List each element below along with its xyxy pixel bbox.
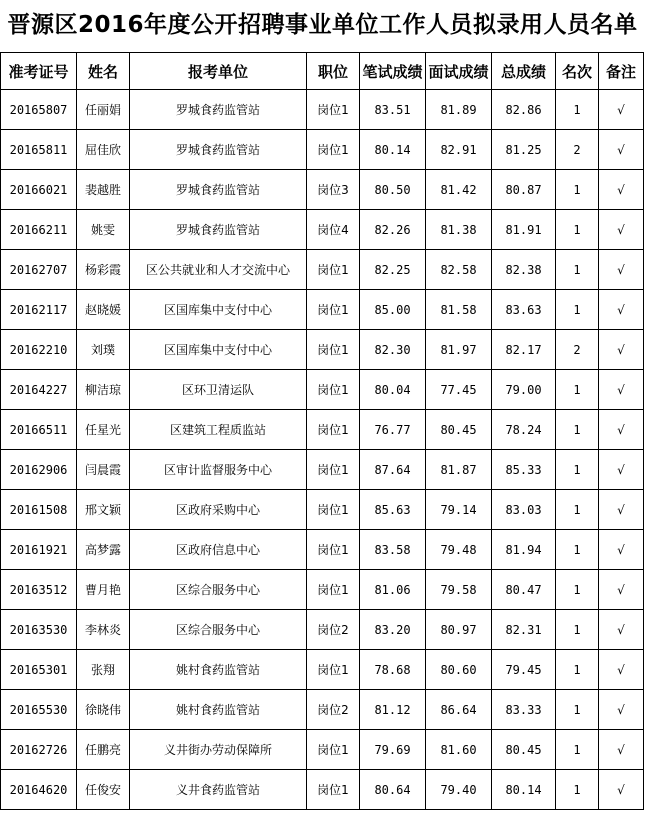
cell-written-score: 87.64: [360, 450, 426, 490]
cell-interview-score: 80.60: [426, 650, 492, 690]
header-total-score: 总成绩: [492, 53, 556, 90]
cell-written-score: 80.14: [360, 130, 426, 170]
cell-interview-score: 80.97: [426, 610, 492, 650]
cell-unit: 区国库集中支付中心: [130, 330, 307, 370]
cell-exam-id: 20162906: [1, 450, 77, 490]
cell-rank: 1: [556, 90, 599, 130]
cell-interview-score: 81.87: [426, 450, 492, 490]
cell-total-score: 80.14: [492, 770, 556, 810]
table-row: [1, 530, 644, 570]
cell-interview-score: 86.64: [426, 690, 492, 730]
cell-written-score: 85.63: [360, 490, 426, 530]
table-row: [1, 730, 644, 770]
cell-note: √: [599, 90, 644, 130]
cell-unit: 罗城食药监管站: [130, 170, 307, 210]
cell-rank: 1: [556, 770, 599, 810]
cell-written-score: 80.64: [360, 770, 426, 810]
cell-position: 岗位1: [307, 730, 360, 770]
cell-written-score: 80.04: [360, 370, 426, 410]
cell-unit: 区建筑工程质监站: [130, 410, 307, 450]
cell-name: 任俊安: [77, 770, 130, 810]
cell-rank: 2: [556, 330, 599, 370]
cell-position: 岗位1: [307, 490, 360, 530]
cell-total-score: 80.45: [492, 730, 556, 770]
header-name: 姓名: [77, 53, 130, 90]
cell-unit: 姚村食药监管站: [130, 690, 307, 730]
cell-note: √: [599, 210, 644, 250]
cell-unit: 姚村食药监管站: [130, 650, 307, 690]
cell-written-score: 83.58: [360, 530, 426, 570]
table-row: [1, 650, 644, 690]
cell-note: √: [599, 610, 644, 650]
cell-name: 任丽娟: [77, 90, 130, 130]
table-row: [1, 210, 644, 250]
cell-note: √: [599, 290, 644, 330]
cell-position: 岗位1: [307, 410, 360, 450]
table-row: [1, 330, 644, 370]
cell-interview-score: 81.38: [426, 210, 492, 250]
cell-unit: 罗城食药监管站: [130, 210, 307, 250]
table-row: [1, 290, 644, 330]
cell-exam-id: 20165811: [1, 130, 77, 170]
cell-interview-score: 79.14: [426, 490, 492, 530]
cell-position: 岗位1: [307, 250, 360, 290]
cell-interview-score: 81.58: [426, 290, 492, 330]
cell-note: √: [599, 570, 644, 610]
cell-position: 岗位1: [307, 90, 360, 130]
cell-interview-score: 81.89: [426, 90, 492, 130]
cell-note: √: [599, 410, 644, 450]
cell-interview-score: 79.40: [426, 770, 492, 810]
cell-interview-score: 80.45: [426, 410, 492, 450]
cell-position: 岗位1: [307, 130, 360, 170]
cell-written-score: 82.30: [360, 330, 426, 370]
cell-rank: 1: [556, 610, 599, 650]
cell-name: 刘璞: [77, 330, 130, 370]
cell-exam-id: 20164620: [1, 770, 77, 810]
cell-rank: 1: [556, 250, 599, 290]
cell-total-score: 83.33: [492, 690, 556, 730]
cell-name: 任星光: [77, 410, 130, 450]
cell-total-score: 83.63: [492, 290, 556, 330]
cell-unit: 罗城食药监管站: [130, 130, 307, 170]
cell-name: 张翔: [77, 650, 130, 690]
cell-total-score: 82.38: [492, 250, 556, 290]
table-body: [1, 90, 644, 810]
cell-unit: 义井街办劳动保障所: [130, 730, 307, 770]
cell-rank: 1: [556, 690, 599, 730]
cell-unit: 罗城食药监管站: [130, 90, 307, 130]
table-row: [1, 570, 644, 610]
cell-note: √: [599, 250, 644, 290]
cell-exam-id: 20162707: [1, 250, 77, 290]
cell-total-score: 82.17: [492, 330, 556, 370]
cell-position: 岗位1: [307, 330, 360, 370]
cell-name: 高梦露: [77, 530, 130, 570]
cell-rank: 1: [556, 450, 599, 490]
cell-total-score: 81.25: [492, 130, 556, 170]
cell-name: 闫晨霞: [77, 450, 130, 490]
cell-name: 徐晓伟: [77, 690, 130, 730]
table-row: [1, 770, 644, 810]
cell-written-score: 80.50: [360, 170, 426, 210]
cell-name: 裴越胜: [77, 170, 130, 210]
cell-exam-id: 20163512: [1, 570, 77, 610]
cell-position: 岗位1: [307, 290, 360, 330]
cell-total-score: 78.24: [492, 410, 556, 450]
cell-name: 赵晓媛: [77, 290, 130, 330]
cell-written-score: 79.69: [360, 730, 426, 770]
cell-exam-id: 20162726: [1, 730, 77, 770]
cell-interview-score: 77.45: [426, 370, 492, 410]
cell-note: √: [599, 490, 644, 530]
cell-note: √: [599, 450, 644, 490]
cell-unit: 区国库集中支付中心: [130, 290, 307, 330]
cell-position: 岗位2: [307, 690, 360, 730]
cell-written-score: 81.06: [360, 570, 426, 610]
cell-unit: 区审计监督服务中心: [130, 450, 307, 490]
cell-exam-id: 20166021: [1, 170, 77, 210]
cell-position: 岗位1: [307, 370, 360, 410]
cell-written-score: 81.12: [360, 690, 426, 730]
cell-written-score: 78.68: [360, 650, 426, 690]
cell-total-score: 79.00: [492, 370, 556, 410]
cell-total-score: 82.31: [492, 610, 556, 650]
cell-name: 屈佳欣: [77, 130, 130, 170]
cell-exam-id: 20161921: [1, 530, 77, 570]
header-note: 备注: [599, 53, 644, 90]
cell-rank: 1: [556, 370, 599, 410]
cell-total-score: 83.03: [492, 490, 556, 530]
cell-exam-id: 20164227: [1, 370, 77, 410]
cell-position: 岗位1: [307, 650, 360, 690]
cell-name: 任鹏亮: [77, 730, 130, 770]
page-title: 晋源区2016年度公开招聘事业单位工作人员拟录用人员名单: [7, 12, 638, 38]
cell-name: 李林炎: [77, 610, 130, 650]
cell-position: 岗位1: [307, 770, 360, 810]
cell-unit: 区政府采购中心: [130, 490, 307, 530]
cell-exam-id: 20161508: [1, 490, 77, 530]
cell-note: √: [599, 330, 644, 370]
cell-note: √: [599, 130, 644, 170]
cell-note: √: [599, 370, 644, 410]
table-row: [1, 450, 644, 490]
cell-rank: 1: [556, 290, 599, 330]
cell-rank: 2: [556, 130, 599, 170]
cell-written-score: 82.26: [360, 210, 426, 250]
header-position: 职位: [307, 53, 360, 90]
cell-note: √: [599, 730, 644, 770]
cell-rank: 1: [556, 650, 599, 690]
cell-interview-score: 82.91: [426, 130, 492, 170]
cell-name: 姚雯: [77, 210, 130, 250]
cell-written-score: 83.20: [360, 610, 426, 650]
cell-name: 邢文颖: [77, 490, 130, 530]
cell-total-score: 81.94: [492, 530, 556, 570]
cell-rank: 1: [556, 570, 599, 610]
cell-written-score: 76.77: [360, 410, 426, 450]
cell-unit: 义井食药监管站: [130, 770, 307, 810]
table-row: [1, 610, 644, 650]
cell-exam-id: 20165301: [1, 650, 77, 690]
cell-interview-score: 81.60: [426, 730, 492, 770]
cell-note: √: [599, 650, 644, 690]
cell-position: 岗位1: [307, 530, 360, 570]
table-row: [1, 90, 644, 130]
cell-rank: 1: [556, 170, 599, 210]
table-row: [1, 370, 644, 410]
cell-position: 岗位3: [307, 170, 360, 210]
cell-exam-id: 20162210: [1, 330, 77, 370]
cell-written-score: 83.51: [360, 90, 426, 130]
table-row: [1, 130, 644, 170]
cell-name: 曹月艳: [77, 570, 130, 610]
cell-rank: 1: [556, 530, 599, 570]
cell-total-score: 81.91: [492, 210, 556, 250]
cell-interview-score: 81.97: [426, 330, 492, 370]
cell-position: 岗位1: [307, 570, 360, 610]
cell-interview-score: 79.58: [426, 570, 492, 610]
cell-interview-score: 82.58: [426, 250, 492, 290]
cell-exam-id: 20166511: [1, 410, 77, 450]
cell-unit: 区综合服务中心: [130, 610, 307, 650]
cell-unit: 区综合服务中心: [130, 570, 307, 610]
cell-total-score: 80.87: [492, 170, 556, 210]
header-written-score: 笔试成绩: [360, 53, 426, 90]
header-rank: 名次: [556, 53, 599, 90]
cell-exam-id: 20166211: [1, 210, 77, 250]
cell-rank: 1: [556, 210, 599, 250]
table-row: [1, 250, 644, 290]
cell-unit: 区公共就业和人才交流中心: [130, 250, 307, 290]
cell-written-score: 85.00: [360, 290, 426, 330]
table-row: [1, 410, 644, 450]
cell-total-score: 80.47: [492, 570, 556, 610]
header-exam-id: 准考证号: [1, 53, 77, 90]
cell-note: √: [599, 170, 644, 210]
cell-total-score: 85.33: [492, 450, 556, 490]
cell-rank: 1: [556, 730, 599, 770]
cell-rank: 1: [556, 490, 599, 530]
header-row: [1, 53, 644, 90]
table-row: [1, 690, 644, 730]
cell-position: 岗位1: [307, 450, 360, 490]
cell-written-score: 82.25: [360, 250, 426, 290]
header-interview-score: 面试成绩: [426, 53, 492, 90]
cell-interview-score: 79.48: [426, 530, 492, 570]
cell-position: 岗位4: [307, 210, 360, 250]
cell-note: √: [599, 690, 644, 730]
cell-exam-id: 20162117: [1, 290, 77, 330]
header-unit: 报考单位: [130, 53, 307, 90]
cell-exam-id: 20163530: [1, 610, 77, 650]
results-table: [0, 52, 644, 810]
cell-exam-id: 20165530: [1, 690, 77, 730]
cell-total-score: 79.45: [492, 650, 556, 690]
cell-position: 岗位2: [307, 610, 360, 650]
table-row: [1, 490, 644, 530]
cell-total-score: 82.86: [492, 90, 556, 130]
cell-name: 柳洁琼: [77, 370, 130, 410]
cell-interview-score: 81.42: [426, 170, 492, 210]
cell-rank: 1: [556, 410, 599, 450]
cell-exam-id: 20165807: [1, 90, 77, 130]
cell-unit: 区环卫清运队: [130, 370, 307, 410]
table-row: [1, 170, 644, 210]
cell-name: 杨彩霞: [77, 250, 130, 290]
cell-unit: 区政府信息中心: [130, 530, 307, 570]
cell-note: √: [599, 530, 644, 570]
cell-note: √: [599, 770, 644, 810]
